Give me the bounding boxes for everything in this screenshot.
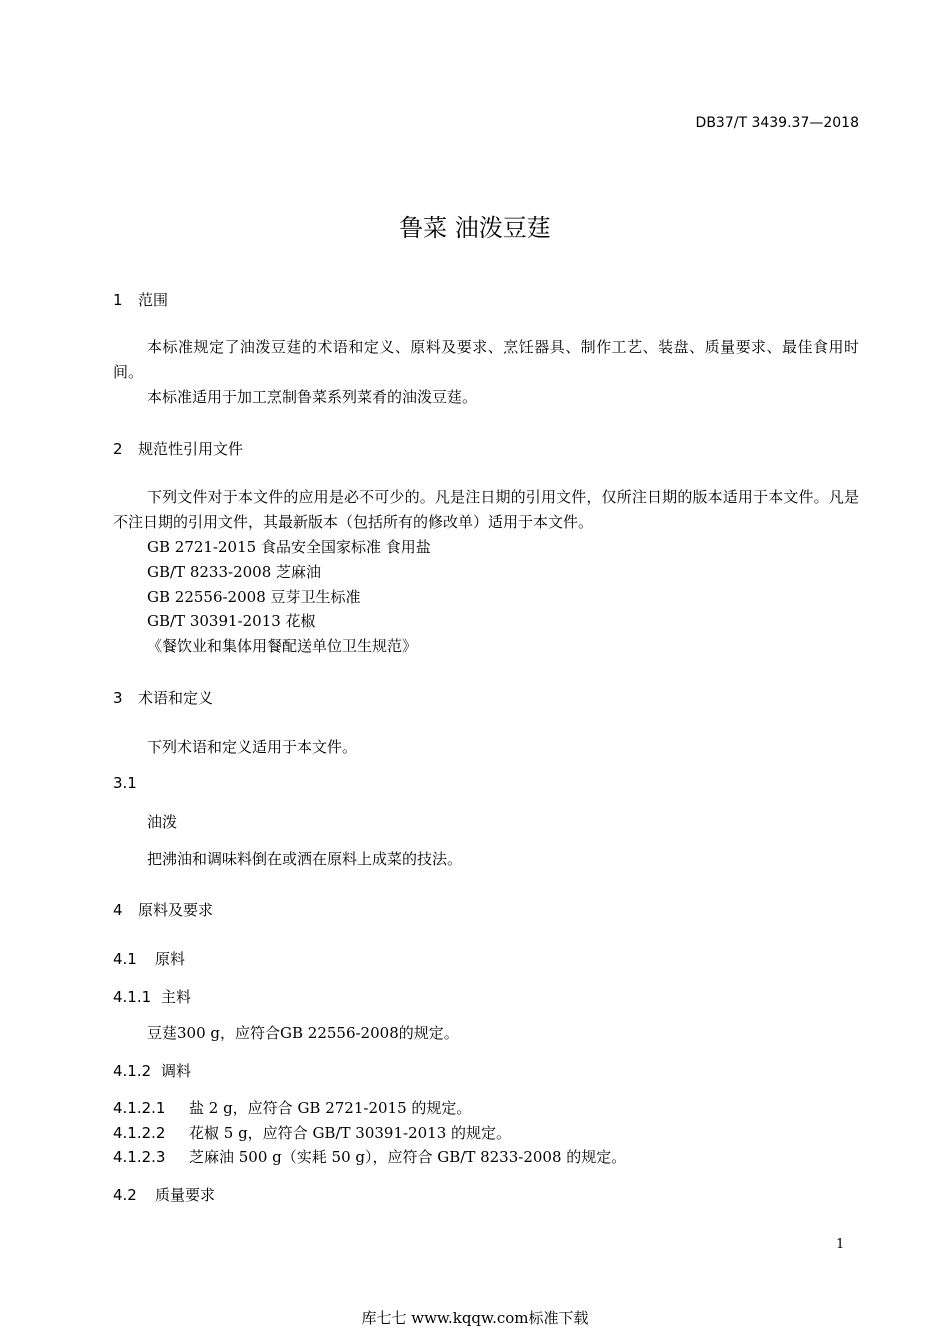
seasoning-item <box>113 1146 626 1167</box>
section-title: 调料 <box>161 1062 192 1080</box>
section-4-heading <box>113 899 213 920</box>
standard-code: DB37/T 3439.37—2018 <box>695 115 859 131</box>
section-number: 4.2 <box>113 1186 137 1204</box>
document-title: 鲁菜 油泼豆莛 <box>399 214 551 242</box>
section-1-heading <box>113 289 168 310</box>
term-name: 油泼 <box>147 813 178 831</box>
section-title: 主料 <box>161 988 192 1006</box>
item-number: 4.1.2.1 <box>113 1099 166 1117</box>
section-4-1-heading <box>113 948 185 969</box>
reference-item: GB 2721-2015 食品安全国家标准 食用盐 <box>147 538 431 556</box>
reference-item: GB 22556-2008 豆芽卫生标准 <box>147 588 361 606</box>
section-number: 4.1 <box>113 950 137 968</box>
section-3-heading <box>113 687 213 708</box>
section-3-paragraph: 下列术语和定义适用于本文件。 <box>147 738 358 756</box>
section-title: 原料 <box>155 950 186 968</box>
item-number: 4.1.2.2 <box>113 1124 166 1142</box>
footer-watermark: 库七七 www.kqqw.com标准下载 <box>361 1309 589 1327</box>
section-4-2-heading <box>113 1184 215 1205</box>
section-number: 1 <box>113 291 123 309</box>
seasoning-item <box>113 1122 511 1143</box>
section-title: 质量要求 <box>155 1186 216 1204</box>
page-number: 1 <box>836 1237 845 1252</box>
section-title: 规范性引用文件 <box>138 440 244 458</box>
section-4-1-2-heading <box>113 1060 191 1081</box>
item-text: 盐 2 g，应符合 GB 2721-2015 的规定。 <box>189 1099 472 1117</box>
reference-item: 《餐饮业和集体用餐配送单位卫生规范》 <box>147 637 418 655</box>
section-1-paragraph-1: 本标准规定了油泼豆莛的术语和定义、原料及要求、烹饪器具、制作工艺、装盘、质量要求、最佳食用时间。 <box>113 338 859 381</box>
section-2-paragraph-1: 下列文件对于本文件的应用是必不可少的。凡是注日期的引用文件，仅所注日期的版本适用于本文件。凡是不注日期的引用文件，其最新版本（包括所有的修改单）适用于本文件。 <box>113 488 859 531</box>
section-title: 原料及要求 <box>138 901 214 919</box>
section-number: 2 <box>113 440 123 458</box>
term-number: 3.1 <box>113 774 137 792</box>
item-text: 花椒 5 g，应符合 GB/T 30391-2013 的规定。 <box>189 1124 512 1142</box>
section-number: 3 <box>113 689 123 707</box>
section-title: 范围 <box>138 291 169 309</box>
seasoning-item <box>113 1097 471 1118</box>
reference-item: GB/T 30391-2013 花椒 <box>147 612 316 630</box>
section-number: 4.1.1 <box>113 988 152 1006</box>
item-number: 4.1.2.3 <box>113 1148 166 1166</box>
section-2-heading <box>113 438 243 459</box>
section-title: 术语和定义 <box>138 689 214 707</box>
term-definition: 把沸油和调味料倒在或洒在原料上成菜的技法。 <box>147 850 463 868</box>
section-number: 4.1.2 <box>113 1062 152 1080</box>
section-4-1-1-heading <box>113 986 191 1007</box>
item-text: 芝麻油 500 g（实耗 50 g），应符合 GB/T 8233-2008 的规定。 <box>189 1148 627 1166</box>
section-number: 4 <box>113 901 123 919</box>
section-1-paragraph-2: 本标准适用于加工烹制鲁菜系列菜肴的油泼豆莛。 <box>147 388 478 406</box>
main-ingredient-paragraph: 豆莛300 g，应符合GB 22556-2008的规定。 <box>147 1024 459 1042</box>
reference-item: GB/T 8233-2008 芝麻油 <box>147 563 322 581</box>
